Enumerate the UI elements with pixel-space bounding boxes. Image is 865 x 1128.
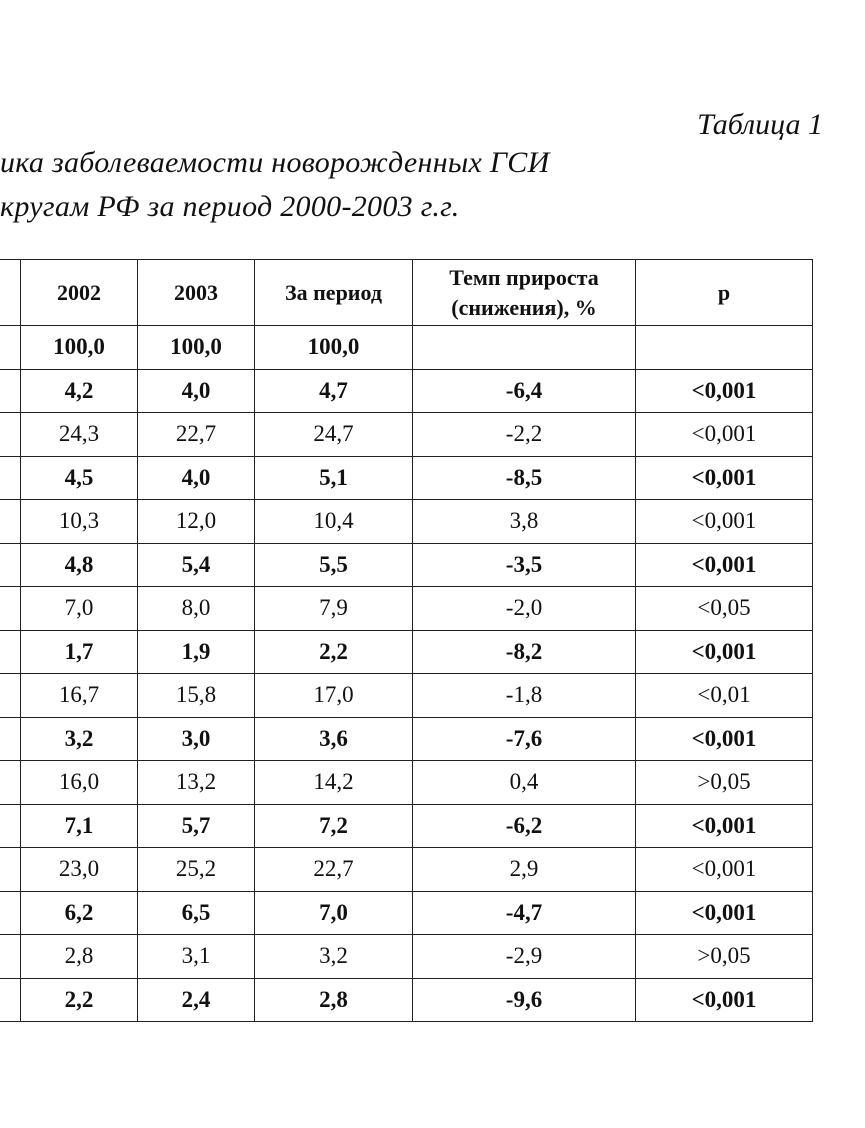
table-cell-first xyxy=(0,369,21,413)
table-cell-period: 4,7 xyxy=(255,369,413,413)
table-cell-y2002: 1,7 xyxy=(21,630,138,674)
table-row xyxy=(0,935,813,979)
table-row xyxy=(0,630,813,674)
table-row xyxy=(0,587,813,631)
table-cell-period: 14,2 xyxy=(255,761,413,805)
table-title-line-1: ика заболеваемости новорожденных ГСИ xyxy=(0,146,550,179)
table-cell-first xyxy=(0,848,21,892)
table-cell-y2003: 22,7 xyxy=(138,413,255,457)
table-cell-p: <0,001 xyxy=(636,456,813,500)
table-cell-p: >0,05 xyxy=(636,761,813,805)
table-cell-first xyxy=(0,674,21,718)
table-cell-p: >0,05 xyxy=(636,935,813,979)
table-cell-y2002: 4,2 xyxy=(21,369,138,413)
header-period: За период xyxy=(255,260,413,326)
table-cell-period: 5,5 xyxy=(255,543,413,587)
table-row xyxy=(0,543,813,587)
table-body xyxy=(0,326,813,1022)
table-row xyxy=(0,891,813,935)
table-cell-y2002: 16,7 xyxy=(21,674,138,718)
header-p: р xyxy=(636,260,813,326)
table-cell-p: <0,001 xyxy=(636,630,813,674)
table-row xyxy=(0,848,813,892)
table-cell-y2002: 100,0 xyxy=(21,326,138,370)
table-cell-first xyxy=(0,587,21,631)
table-cell-period: 3,6 xyxy=(255,717,413,761)
morbidity-table xyxy=(0,259,813,1022)
table-cell-p: <0,001 xyxy=(636,717,813,761)
header-first xyxy=(0,260,21,326)
table-cell-first xyxy=(0,456,21,500)
table-cell-p: <0,001 xyxy=(636,978,813,1022)
table-row xyxy=(0,369,813,413)
table-cell-temp: -8,5 xyxy=(413,456,636,500)
table-cell-y2002: 7,1 xyxy=(21,804,138,848)
header-growth-rate-line-1: Темп прироста xyxy=(449,264,599,290)
table-cell-p xyxy=(636,326,813,370)
table-cell-temp: -2,9 xyxy=(413,935,636,979)
table-title-line-2: кругам РФ за период 2000-2003 г.г. xyxy=(0,190,460,223)
table-cell-period: 5,1 xyxy=(255,456,413,500)
table-cell-period: 10,4 xyxy=(255,500,413,544)
table-cell-y2002: 10,3 xyxy=(21,500,138,544)
table-row xyxy=(0,674,813,718)
table-row xyxy=(0,978,813,1022)
table-cell-first xyxy=(0,978,21,1022)
table-header-row xyxy=(0,260,813,326)
table-cell-y2003: 13,2 xyxy=(138,761,255,805)
table-cell-first xyxy=(0,804,21,848)
table-cell-y2002: 2,8 xyxy=(21,935,138,979)
table-cell-period: 22,7 xyxy=(255,848,413,892)
table-cell-p: <0,001 xyxy=(636,369,813,413)
table-cell-temp: -7,6 xyxy=(413,717,636,761)
table-row xyxy=(0,500,813,544)
table-row xyxy=(0,326,813,370)
table-cell-first xyxy=(0,717,21,761)
table-cell-p: <0,001 xyxy=(636,413,813,457)
table-cell-y2002: 2,2 xyxy=(21,978,138,1022)
table-cell-y2002: 6,2 xyxy=(21,891,138,935)
table-cell-period: 2,8 xyxy=(255,978,413,1022)
table-cell-y2003: 25,2 xyxy=(138,848,255,892)
table-cell-period: 24,7 xyxy=(255,413,413,457)
table-cell-first xyxy=(0,413,21,457)
table-cell-temp: -9,6 xyxy=(413,978,636,1022)
table-cell-y2002: 7,0 xyxy=(21,587,138,631)
table-cell-y2003: 3,0 xyxy=(138,717,255,761)
table-cell-period: 7,9 xyxy=(255,587,413,631)
table-cell-y2002: 3,2 xyxy=(21,717,138,761)
table-cell-first xyxy=(0,543,21,587)
table-cell-y2003: 2,4 xyxy=(138,978,255,1022)
table-cell-y2003: 1,9 xyxy=(138,630,255,674)
table-cell-y2003: 6,5 xyxy=(138,891,255,935)
table-cell-y2003: 5,7 xyxy=(138,804,255,848)
header-growth-rate xyxy=(413,260,636,326)
table-cell-period: 3,2 xyxy=(255,935,413,979)
table-cell-temp: 3,8 xyxy=(413,500,636,544)
table-row xyxy=(0,804,813,848)
table-cell-temp: 0,4 xyxy=(413,761,636,805)
table-cell-period: 7,2 xyxy=(255,804,413,848)
table-cell-temp: -6,4 xyxy=(413,369,636,413)
table-cell-y2002: 16,0 xyxy=(21,761,138,805)
table-cell-temp xyxy=(413,326,636,370)
table-number-label: Таблица 1 xyxy=(697,108,823,141)
table-cell-temp: -1,8 xyxy=(413,674,636,718)
table-row xyxy=(0,456,813,500)
table-cell-temp: -3,5 xyxy=(413,543,636,587)
table-cell-period: 7,0 xyxy=(255,891,413,935)
table-cell-y2003: 12,0 xyxy=(138,500,255,544)
table-cell-first xyxy=(0,891,21,935)
table-cell-temp: 2,9 xyxy=(413,848,636,892)
table-cell-y2003: 15,8 xyxy=(138,674,255,718)
table-cell-temp: -2,0 xyxy=(413,587,636,631)
table-cell-p: <0,001 xyxy=(636,848,813,892)
table-row xyxy=(0,413,813,457)
table-cell-y2002: 24,3 xyxy=(21,413,138,457)
header-2002: 2002 xyxy=(21,260,138,326)
table-cell-period: 17,0 xyxy=(255,674,413,718)
table-cell-temp: -4,7 xyxy=(413,891,636,935)
table-cell-first xyxy=(0,326,21,370)
table-cell-y2002: 23,0 xyxy=(21,848,138,892)
table-cell-y2003: 4,0 xyxy=(138,369,255,413)
table-cell-y2003: 4,0 xyxy=(138,456,255,500)
table-cell-p: <0,001 xyxy=(636,804,813,848)
table-cell-y2003: 8,0 xyxy=(138,587,255,631)
table-cell-temp: -2,2 xyxy=(413,413,636,457)
table-cell-y2002: 4,8 xyxy=(21,543,138,587)
table-cell-y2003: 5,4 xyxy=(138,543,255,587)
table-cell-first xyxy=(0,500,21,544)
table-cell-p: <0,001 xyxy=(636,891,813,935)
header-2003: 2003 xyxy=(138,260,255,326)
table-row xyxy=(0,761,813,805)
table-cell-y2002: 4,5 xyxy=(21,456,138,500)
table-cell-y2003: 100,0 xyxy=(138,326,255,370)
table-cell-temp: -8,2 xyxy=(413,630,636,674)
table-cell-period: 100,0 xyxy=(255,326,413,370)
table-cell-period: 2,2 xyxy=(255,630,413,674)
table-cell-first xyxy=(0,935,21,979)
header-growth-rate-line-2: (снижения), % xyxy=(451,294,597,320)
table-cell-y2003: 3,1 xyxy=(138,935,255,979)
table-row xyxy=(0,717,813,761)
table-cell-p: <0,01 xyxy=(636,674,813,718)
table-cell-p: <0,001 xyxy=(636,500,813,544)
table-cell-p: <0,001 xyxy=(636,543,813,587)
table-cell-first xyxy=(0,630,21,674)
table-cell-first xyxy=(0,761,21,805)
table-cell-p: <0,05 xyxy=(636,587,813,631)
table-cell-temp: -6,2 xyxy=(413,804,636,848)
